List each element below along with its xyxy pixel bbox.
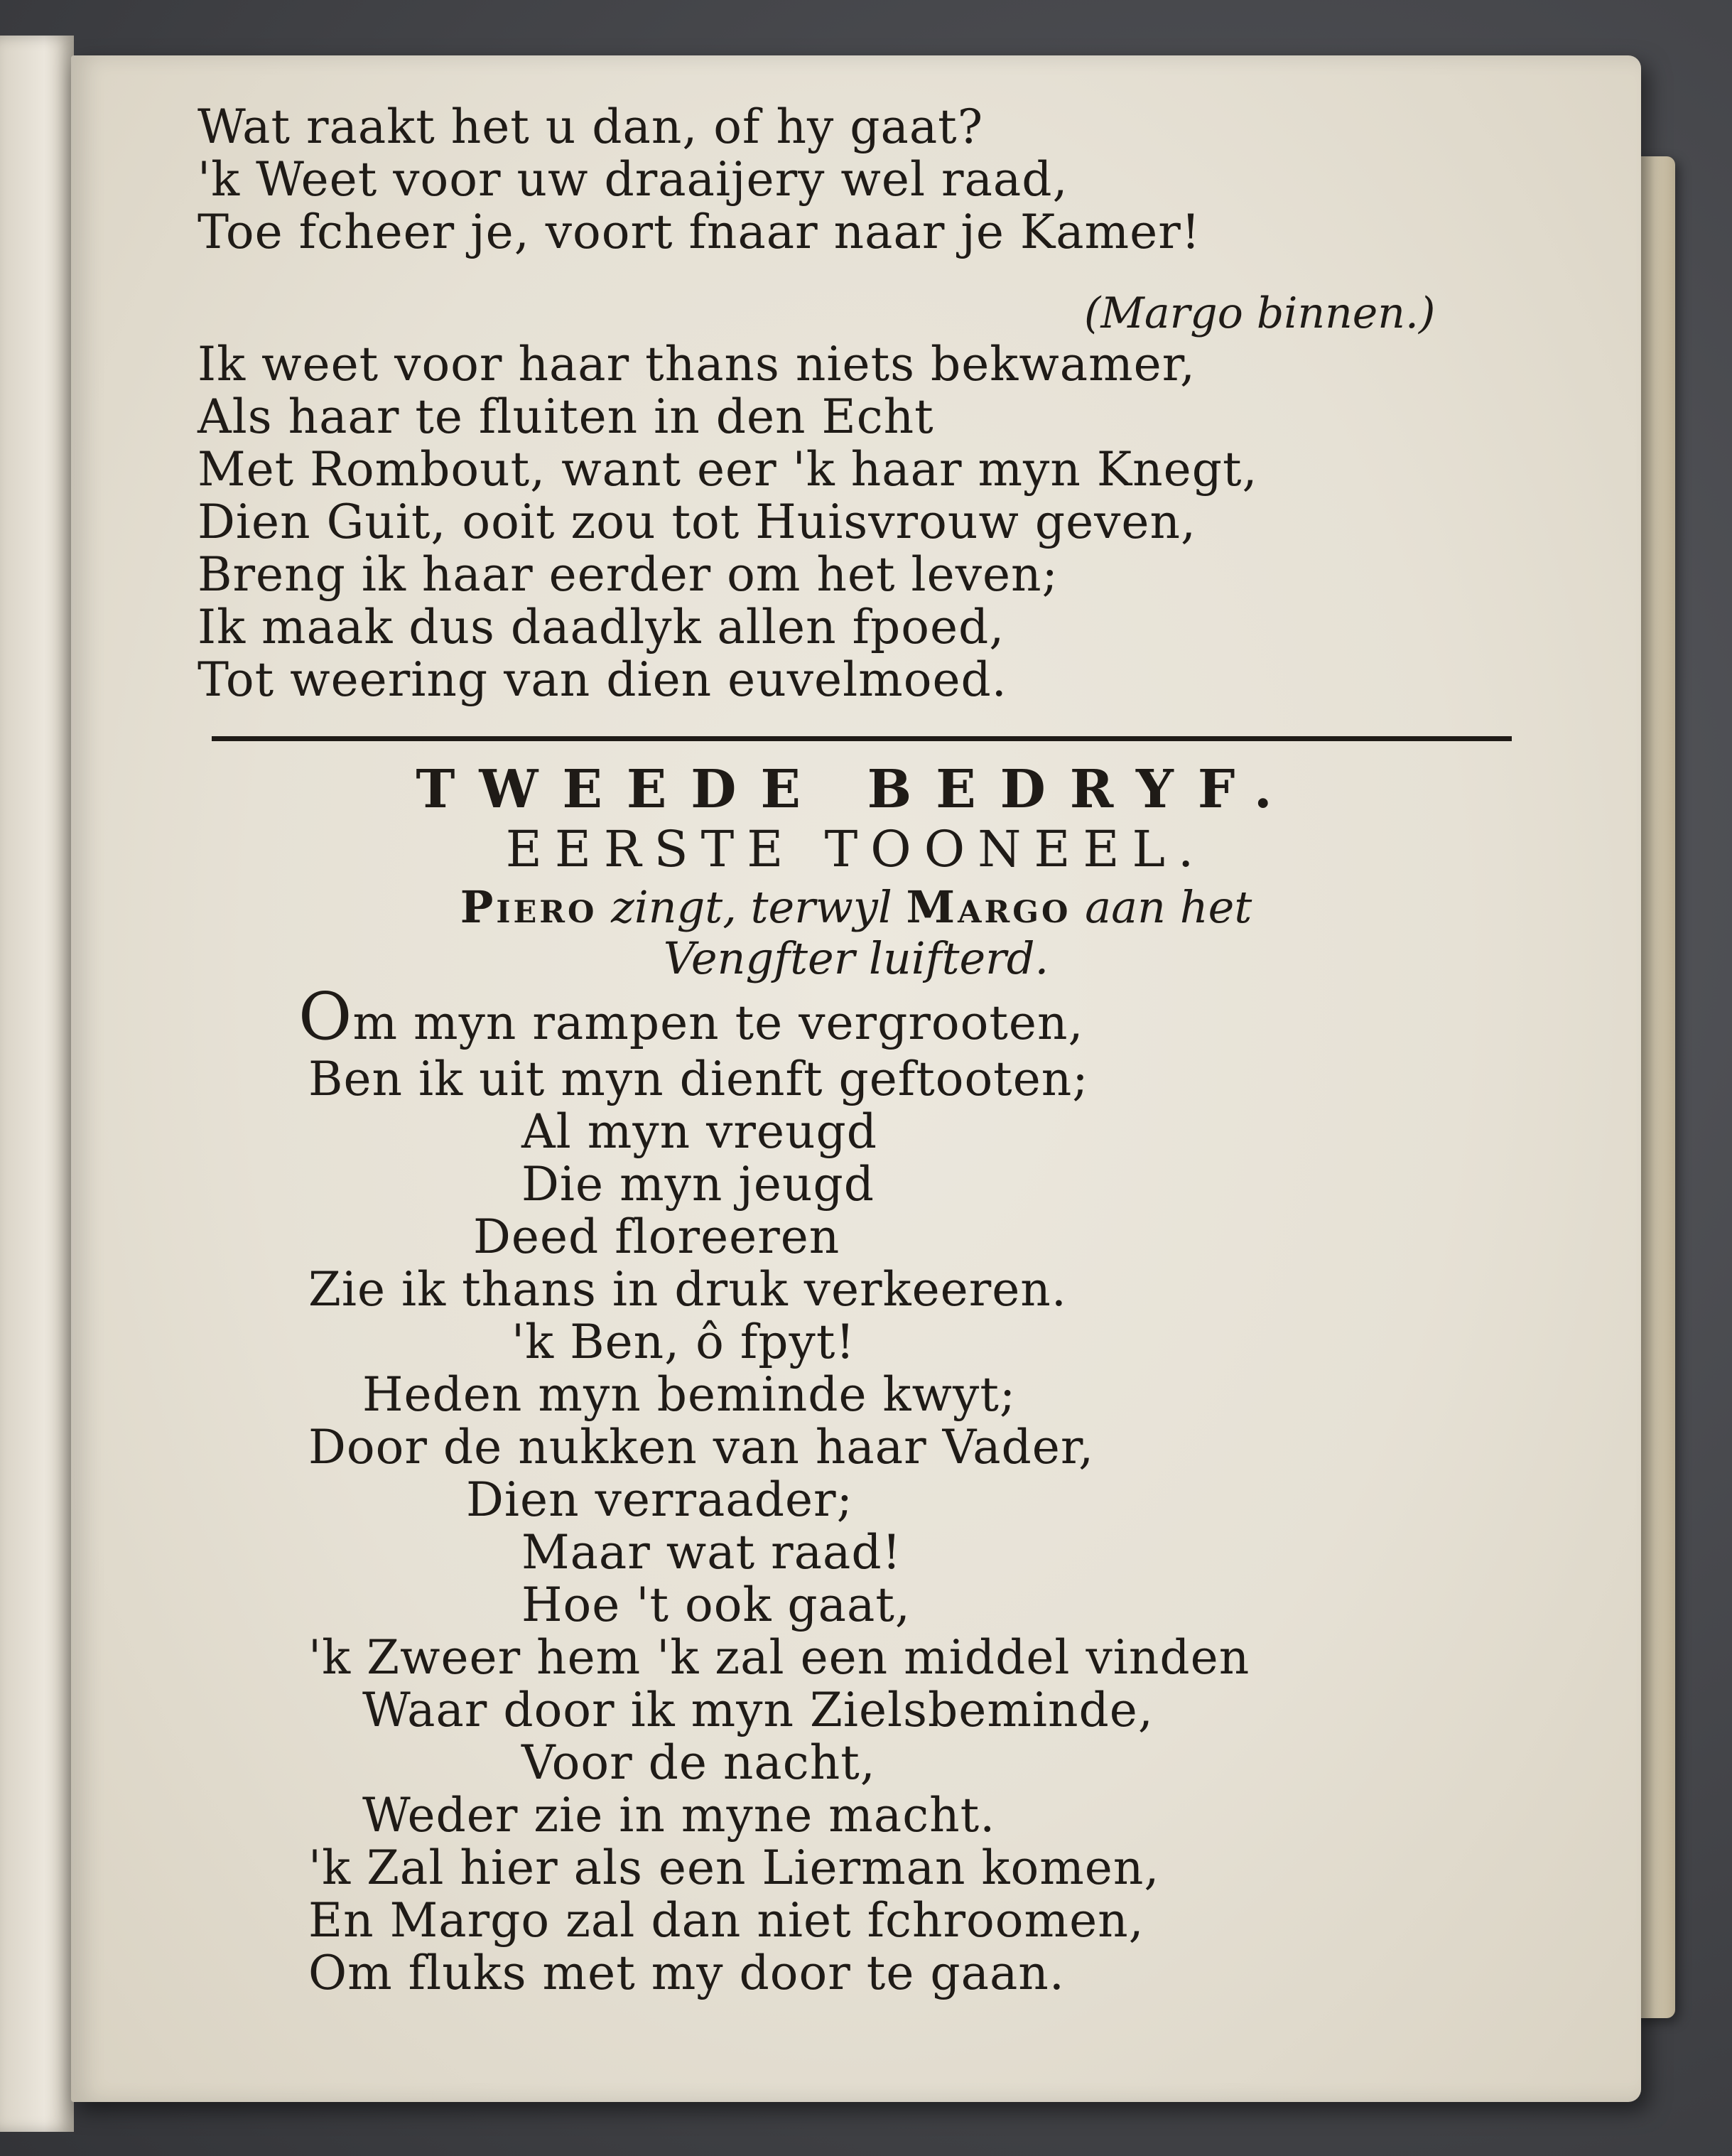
song-line: 'k Ben, ô fpyt! — [512, 1315, 855, 1369]
song-line: 'k Zweer hem 'k zal een middel vinden — [308, 1630, 1250, 1685]
verse-line: Wat raakt het u dan, of hy gaat? — [197, 99, 984, 154]
song-line: Door de nukken van haar Vader, — [308, 1420, 1095, 1475]
song-line: Al myn vreugd — [521, 1104, 878, 1159]
verse-line: Ik weet voor haar thans niets bekwamer, — [197, 337, 1196, 392]
song-line: Waar door ik myn Zielsbeminde, — [362, 1683, 1154, 1737]
song-line: Die myn jeugd — [521, 1157, 875, 1212]
song-line: En Margo zal dan niet fchroomen, — [308, 1893, 1144, 1948]
facing-page-edge — [0, 36, 74, 2132]
song-line: Dien verraader; — [466, 1472, 853, 1527]
song-line: Om fluks met my door te gaan. — [308, 1946, 1065, 2000]
song-line: Hoe 't ook gaat, — [521, 1578, 911, 1632]
verse-line: 'k Weet voor uw draaijery wel raad, — [197, 152, 1068, 207]
verse-line: Toe fcheer je, voort fnaar naar je Kamer! — [197, 205, 1201, 259]
song-line-text: m myn rampen te vergrooten, — [352, 996, 1084, 1050]
stage-note-continued: Vengfter luifterd. — [663, 932, 1049, 984]
song-line: Zie ik thans in druk verkeeren. — [308, 1262, 1067, 1317]
stage-direction: (Margo binnen.) — [1084, 289, 1436, 338]
character-name: Piero — [460, 881, 597, 933]
verse-line: Breng ik haar eerder om het leven; — [197, 547, 1059, 602]
song-line: Ben ik uit myn dienft geftooten; — [308, 1052, 1089, 1106]
verse-line: Ik maak dus daadlyk allen fpoed, — [197, 600, 1005, 654]
song-line: Voor de nacht, — [521, 1735, 876, 1790]
stage-note-text: zingt, terwyl — [597, 881, 906, 933]
section-divider — [212, 736, 1512, 741]
verse-line: Met Rombout, want eer 'k haar myn Knegt, — [197, 442, 1258, 497]
stage-note-text: aan het — [1071, 881, 1252, 933]
song-line: Weder zie in myne macht. — [362, 1788, 996, 1843]
stage-note — [71, 881, 1641, 933]
verse-line: Dien Guit, ooit zou tot Huisvrouw geven, — [197, 495, 1196, 549]
scene-heading: EERSTE TOONEEL. — [505, 820, 1207, 878]
book-page — [71, 55, 1641, 2102]
song-line — [298, 979, 1084, 1055]
song-line: Deed floreeren — [473, 1209, 840, 1264]
verse-line: Tot weering van dien euvelmoed. — [197, 652, 1007, 707]
act-heading: TWEEDE BEDRYF. — [416, 759, 1297, 820]
song-line: 'k Zal hier als een Lierman komen, — [308, 1840, 1160, 1895]
drop-cap: O — [298, 979, 353, 1055]
character-name: Margo — [906, 881, 1071, 933]
song-line: Heden myn beminde kwyt; — [362, 1367, 1017, 1422]
song-line: Maar wat raad! — [521, 1525, 902, 1580]
verse-line: Als haar te fluiten in den Echt — [197, 389, 934, 444]
